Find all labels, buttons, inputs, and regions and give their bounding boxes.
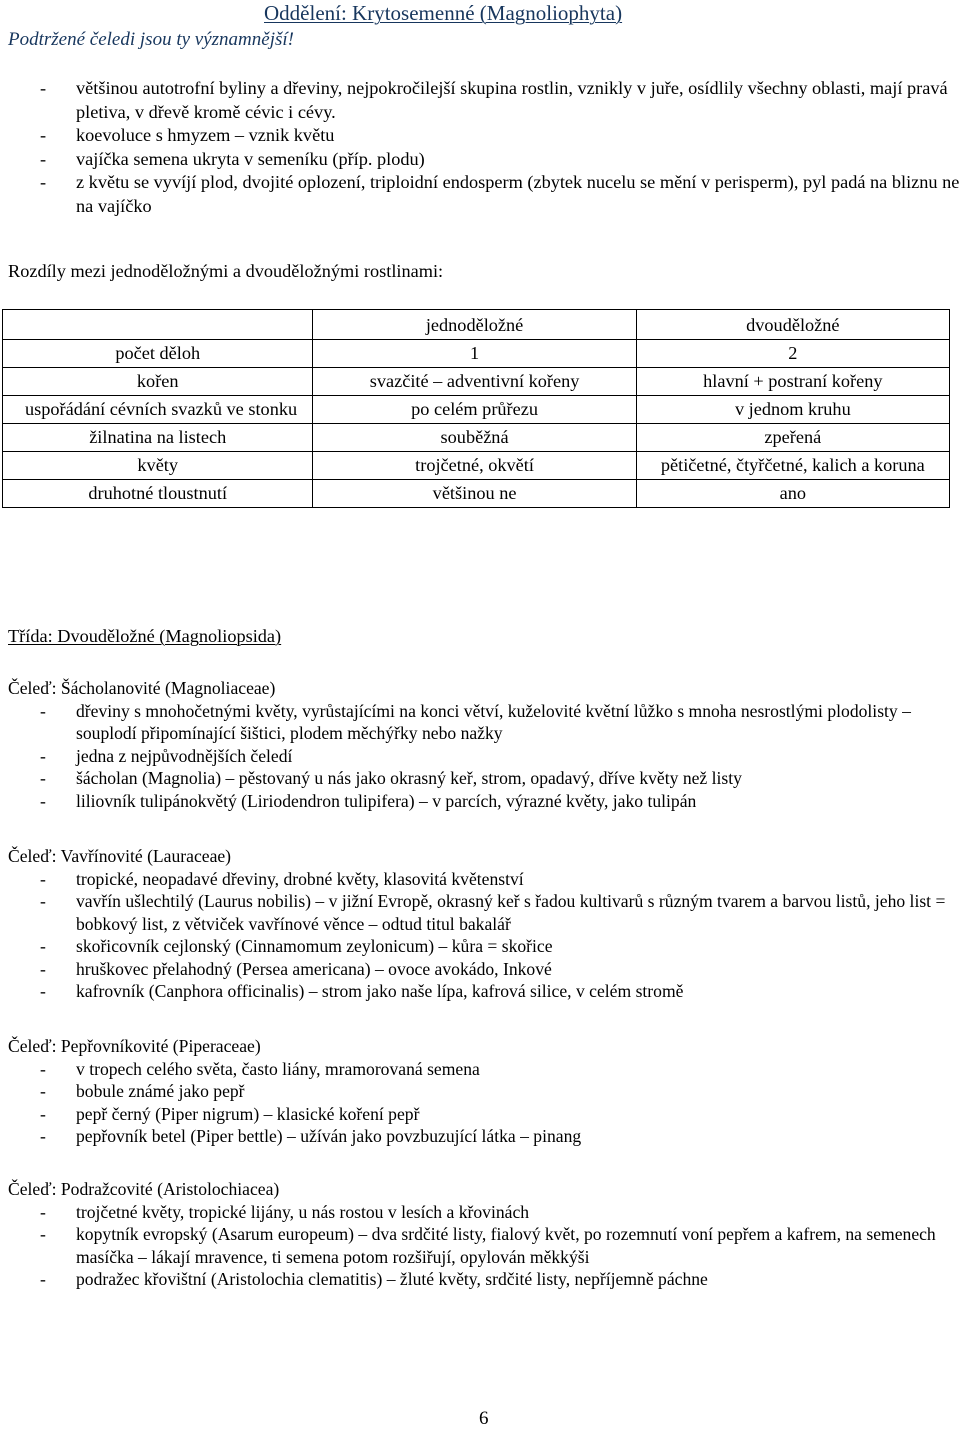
table-header-cell: dvouděložné xyxy=(636,310,949,340)
table-cell: po celém průřezu xyxy=(313,396,636,424)
table-cell: druhotné tloustnutí xyxy=(3,480,313,508)
bullet-dash: - xyxy=(40,1058,46,1079)
table-cell: trojčetné, okvětí xyxy=(313,452,636,480)
family-title: Čeleď: Vavřínovité (Lauraceae) xyxy=(8,846,232,866)
table-cell: počet děloh xyxy=(3,340,313,368)
page-title: Oddělení: Krytosemenné (Magnoliophyta) xyxy=(264,1,623,25)
bullet-dash: - xyxy=(40,868,46,889)
bullet-dash: - xyxy=(40,78,47,98)
bullet-dash: - xyxy=(40,1081,46,1101)
table-header-row xyxy=(3,310,950,340)
table-cell: květy xyxy=(3,452,313,480)
table-row xyxy=(3,368,950,396)
family-section xyxy=(0,845,960,1003)
list-item: - tropické, neopadavé dřeviny, drobné květy, klasovitá květenství xyxy=(40,868,524,889)
bullet-dash: - xyxy=(40,981,46,1001)
bullet-dash: - xyxy=(40,891,46,911)
list-item: - podražec křovištní (Aristolochia clematitis) – žluté květy, srdčité listy, nepříjemně páchne xyxy=(40,1269,708,1289)
table-cell: žilnatina na listech xyxy=(3,424,313,452)
list-item: - hruškovec přelahodný (Persea americana) – ovoce avokádo, Inkové xyxy=(40,958,552,979)
comparison-intro: Rozdíly mezi jednoděložnými a dvouděložnými rostlinami: xyxy=(8,261,444,281)
list-item: - koevoluce s hmyzem – vznik květu xyxy=(0,124,960,148)
table-row xyxy=(3,396,950,424)
table-row xyxy=(3,480,950,508)
family-title: Čeleď: Podražcovité (Aristolochiacea) xyxy=(8,1179,280,1199)
table-row xyxy=(3,452,950,480)
list-item: - v tropech celého světa, často liány, mramorovaná semena xyxy=(40,1058,480,1079)
table-cell: ano xyxy=(636,480,949,508)
table-row xyxy=(3,340,950,368)
bullet-dash: - xyxy=(40,958,46,979)
bullet-dash: - xyxy=(40,1126,46,1146)
bullet-dash: - xyxy=(40,790,46,811)
family-title: Čeleď: Pepřovníkovité (Piperaceae) xyxy=(8,1036,261,1056)
bullet-dash: - xyxy=(40,1201,46,1222)
table-cell: 1 xyxy=(313,340,636,368)
table-cell: hlavní + postraní kořeny xyxy=(636,368,949,396)
class-title: Třída: Dvouděložné (Magnoliopsida) xyxy=(8,626,282,646)
table-cell: uspořádání cévních svazků ve stonku xyxy=(3,396,313,424)
note-important-families: Podtržené čeledi jsou ty významnější! xyxy=(8,29,294,50)
bullet-dash: - xyxy=(40,172,47,192)
list-item: - dřeviny s mnohočetnými květy, vyrůstajícími na konci větví, kuželovité květní lůžko s mnoha nesrostlými plodolisty – souplodí připomínající šištici, plodem měchýřky nebo nažky xyxy=(40,700,911,743)
list-item: - pepř černý (Piper nigrum) – klasické koření pepř xyxy=(40,1103,420,1124)
list-item: - vajíčka semena ukryta v semeníku (příp. plodu) xyxy=(0,148,960,172)
bullet-dash: - xyxy=(40,148,47,169)
intro-list xyxy=(0,77,960,218)
comparison-table xyxy=(2,309,950,508)
table-header-cell: jednoděložné xyxy=(313,310,636,340)
table-cell: souběžná xyxy=(313,424,636,452)
table-cell: kořen xyxy=(3,368,313,396)
list-item: - kopytník evropský (Asarum europeum) – dva srdčité listy, fialový květ, po rozemnutí voní pepřem a kafrem, na semenech masíčka – lákají mravence, ti semena potom rozšiřují, opylován měkkýši xyxy=(40,1224,936,1267)
bullet-dash: - xyxy=(40,125,47,145)
family-title: Čeleď: Šácholanovité (Magnoliaceae) xyxy=(8,678,276,698)
list-item: - vavřín ušlechtilý (Laurus nobilis) – v jižní Evropě, okrasný keř s řadou kultivarů s různým tvarem a barvou listů, jeho list = bobkový list, z větviček vavřínové věnce – odtud titul bakalář xyxy=(40,891,946,934)
list-item: - pepřovník betel (Piper bettle) – užíván jako povzbuzující látka – pinang xyxy=(40,1126,582,1146)
bullet-dash: - xyxy=(40,936,46,956)
bullet-dash: - xyxy=(40,1224,46,1244)
page-number: 6 xyxy=(479,1408,489,1429)
list-item: - liliovník tulipánokvětý (Liriodendron tulipifera) – v parcích, výrazné květy, jako tulipán xyxy=(40,790,697,811)
bullet-dash: - xyxy=(40,1103,46,1124)
list-item: - skořicovník cejlonský (Cinnamomum zeylonicum) – kůra = skořice xyxy=(40,936,553,956)
table-cell: pětičetné, čtyřčetné, kalich a koruna xyxy=(636,452,949,480)
table-cell: svazčité – adventivní kořeny xyxy=(313,368,636,396)
list-item: - jedna z nejpůvodnějších čeledí xyxy=(40,745,293,766)
bullet-dash: - xyxy=(40,700,46,721)
family-section xyxy=(0,1035,960,1148)
list-item: - šácholan (Magnolia) – pěstovaný u nás jako okrasný keř, strom, opadavý, dříve květy než listy xyxy=(40,768,742,788)
list-item: - kafrovník (Canphora officinalis) – strom jako naše lípa, kafrová silice, v celém stromě xyxy=(40,981,684,1001)
table-cell: zpeřená xyxy=(636,424,949,452)
bullet-dash: - xyxy=(40,745,46,766)
list-item: - trojčetné květy, tropické lijány, u nás rostou v lesích a křovinách xyxy=(40,1201,530,1222)
table-cell: v jednom kruhu xyxy=(636,396,949,424)
table-cell: většinou ne xyxy=(313,480,636,508)
list-item: - z květu se vyvíjí plod, dvojité oplození, triploidní endosperm (zbytek nucelu se mění v perisperm), pyl padá na bliznu ne na vajíčko xyxy=(40,172,960,216)
family-section xyxy=(0,1178,960,1291)
table-header-cell xyxy=(3,310,313,340)
bullet-dash: - xyxy=(40,1269,46,1289)
list-item: - bobule známé jako pepř xyxy=(40,1081,245,1101)
list-item: - většinou autotrofní byliny a dřeviny, nejpokročilejší skupina rostlin, vznikly v juře, osídlily všechny oblasti, mají pravá pletiva, v dřevě kromě cévic i cévy. xyxy=(40,78,948,122)
table-row xyxy=(3,424,950,452)
table-cell: 2 xyxy=(636,340,949,368)
bullet-dash: - xyxy=(40,768,46,788)
family-section xyxy=(0,677,960,812)
